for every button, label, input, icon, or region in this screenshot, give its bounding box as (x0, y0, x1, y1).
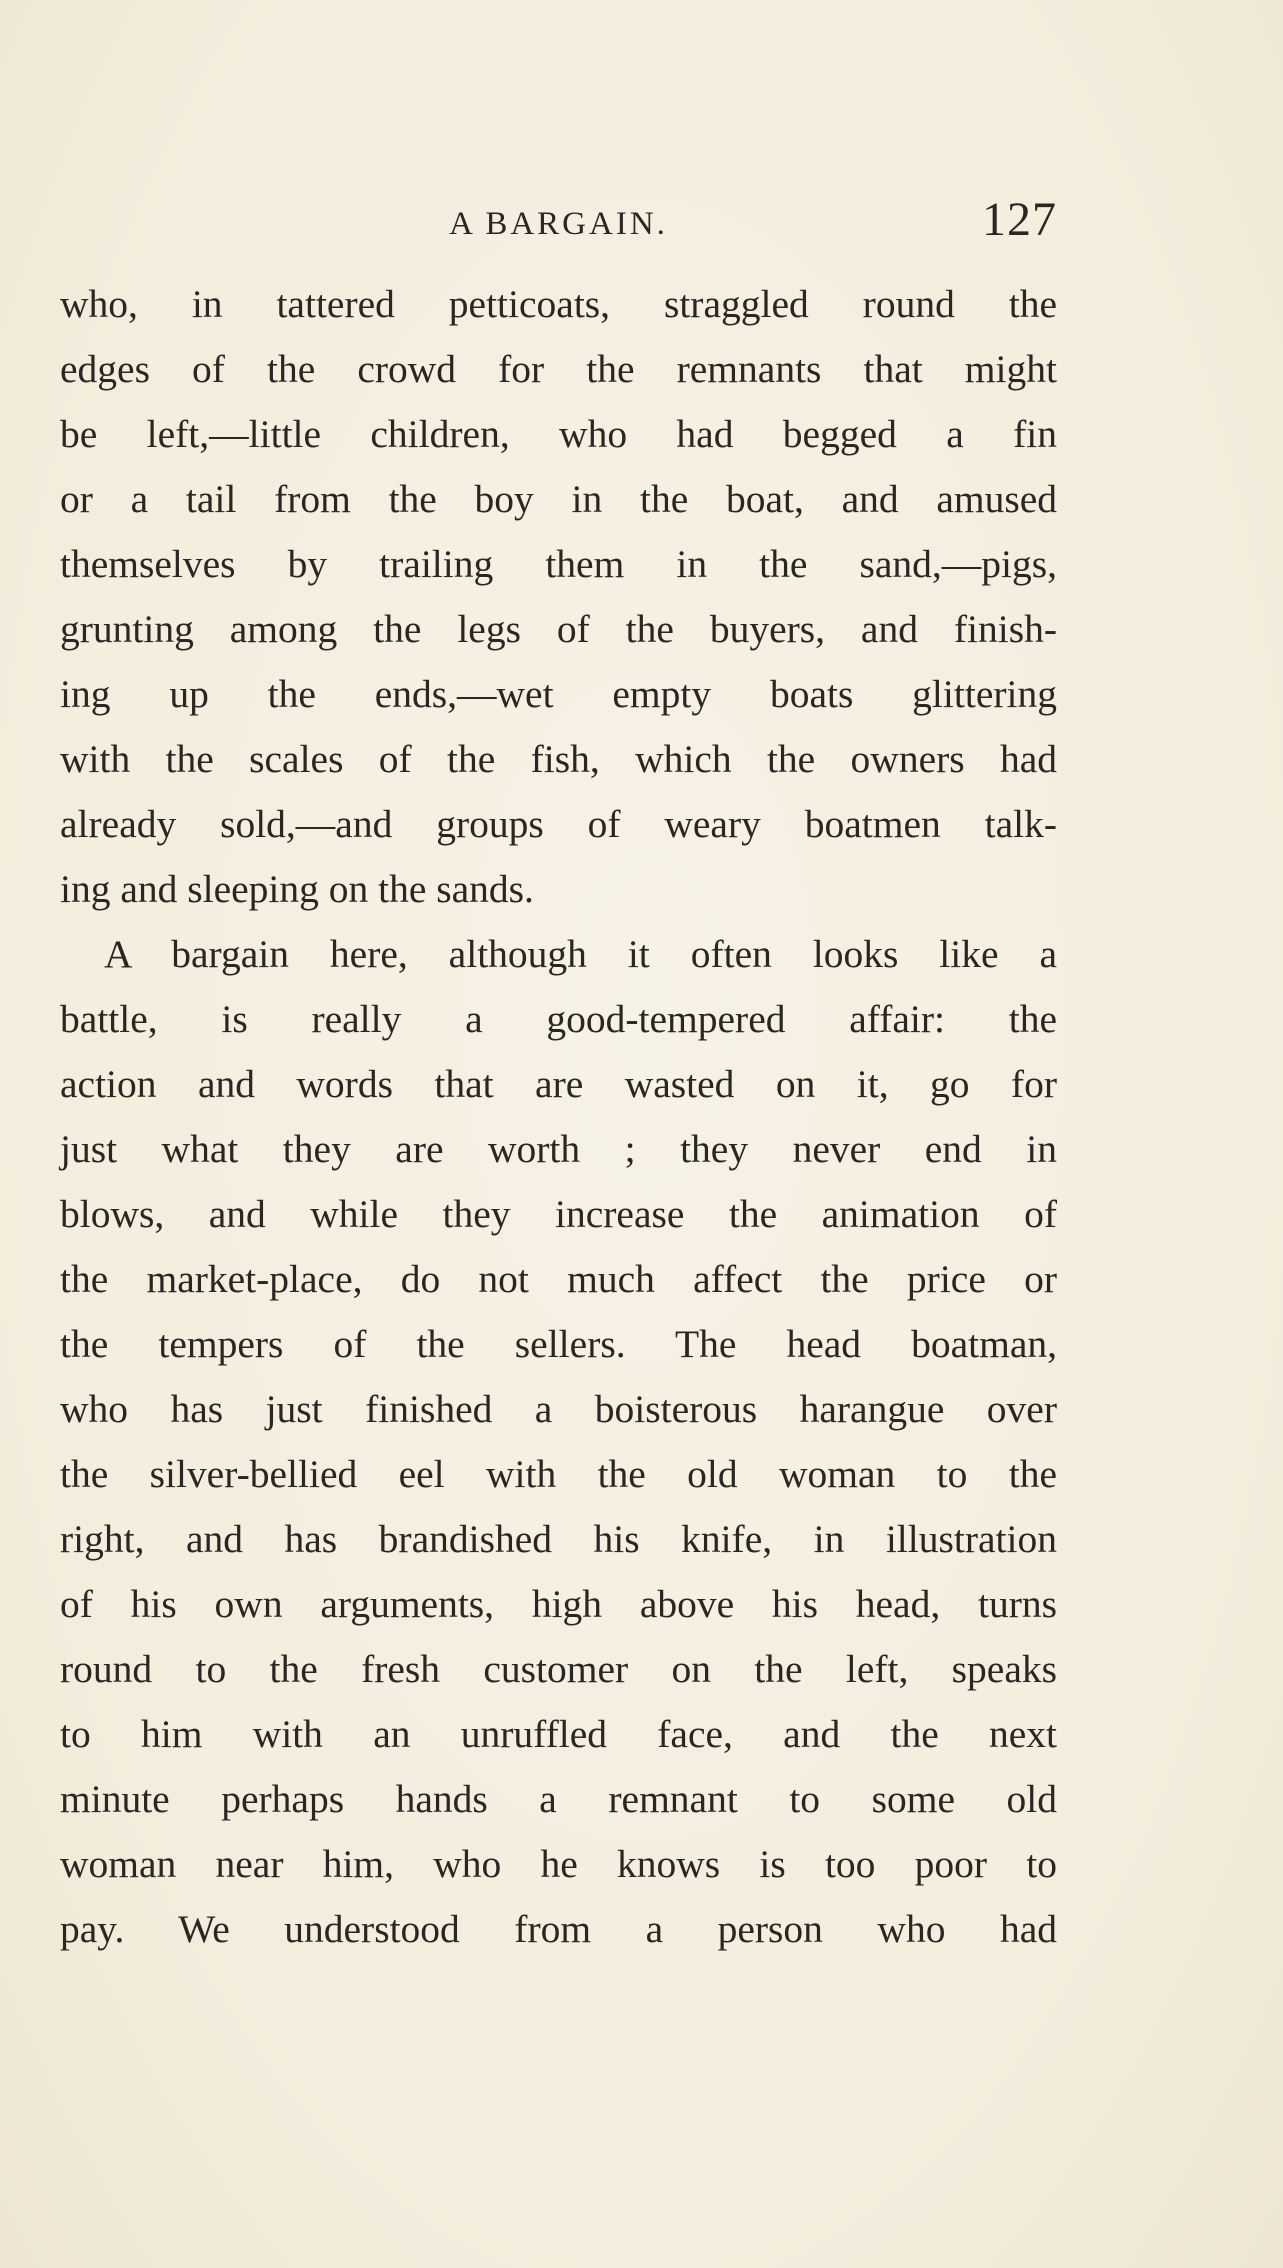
text-line: be left,—little children, who had begged a fin (60, 412, 1057, 456)
paragraph (60, 922, 1057, 1962)
text-line: with the scales of the fish, which the owners had (60, 737, 1057, 781)
text-line: pay. We understood from a person who had (60, 1907, 1057, 1951)
text-line: woman near him, who he knows is too poor to (60, 1842, 1057, 1886)
text-line: blows, and while they increase the animation of (60, 1192, 1057, 1236)
text-line: the market-place, do not much affect the price or (60, 1257, 1057, 1301)
text-line: who, in tattered petticoats, straggled round the (60, 282, 1057, 326)
text-line: themselves by trailing them in the sand,—pigs, (60, 542, 1057, 586)
running-title: A BARGAIN. (449, 206, 668, 242)
text-line: the tempers of the sellers. The head boatman, (60, 1322, 1057, 1366)
body-text (60, 272, 1057, 1962)
text-line: grunting among the legs of the buyers, and finish- (60, 607, 1057, 651)
text-line: battle, is really a good-tempered affair: the (60, 997, 1057, 1041)
page-header (60, 188, 1057, 258)
text-line: already sold,—and groups of weary boatmen talk- (60, 802, 1057, 846)
text-line: round to the fresh customer on the left, speaks (60, 1647, 1057, 1691)
text-line: minute perhaps hands a remnant to some old (60, 1777, 1057, 1821)
text-line: or a tail from the boy in the boat, and amused (60, 477, 1057, 521)
text-line: of his own arguments, high above his head, turns (60, 1582, 1057, 1626)
text-line: A bargain here, although it often looks like a (104, 932, 1057, 976)
page-number: 127 (982, 193, 1057, 246)
text-line: right, and has brandished his knife, in illustration (60, 1517, 1057, 1561)
text-line: ing and sleeping on the sands. (60, 867, 534, 911)
text-line: to him with an unruffled face, and the next (60, 1712, 1057, 1756)
text-line: action and words that are wasted on it, go for (60, 1062, 1057, 1106)
paragraph (60, 272, 1057, 922)
text-line: just what they are worth ; they never end in (60, 1127, 1057, 1171)
text-line: the silver-bellied eel with the old woman to the (60, 1452, 1057, 1496)
text-line: edges of the crowd for the remnants that might (60, 347, 1057, 391)
text-line: who has just finished a boisterous harangue over (60, 1387, 1057, 1431)
text-line: ing up the ends,—wet empty boats glittering (60, 672, 1057, 716)
